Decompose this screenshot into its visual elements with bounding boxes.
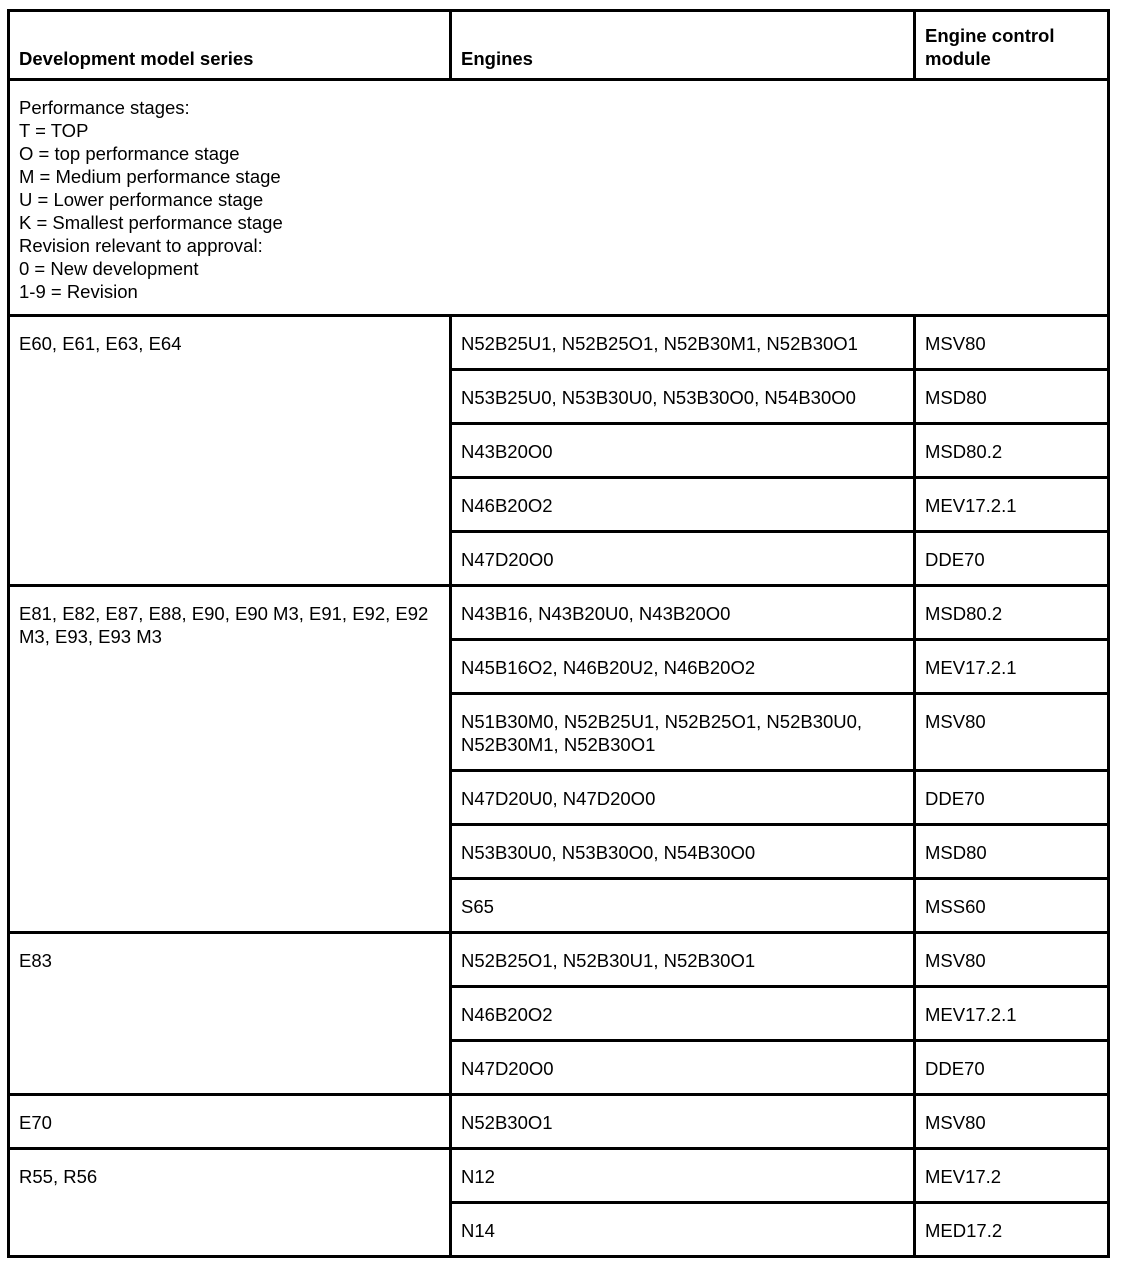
engines-cell: N52B25U1, N52B25O1, N52B30M1, N52B30O1: [451, 316, 915, 370]
legend-line: K = Smallest performance stage: [19, 212, 283, 233]
ecm-cell: MEV17.2.1: [915, 640, 1109, 694]
ecm-cell: DDE70: [915, 771, 1109, 825]
ecm-cell: MEV17.2.1: [915, 987, 1109, 1041]
ecm-cell: MSV80: [915, 1095, 1109, 1149]
table-row: [9, 1149, 1109, 1203]
legend-line: M = Medium performance stage: [19, 166, 281, 187]
header-ecm: Engine control module: [915, 11, 1109, 80]
legend-line: Revision relevant to approval:: [19, 235, 263, 256]
series-cell: E60, E61, E63, E64: [9, 316, 451, 586]
engine-control-module-table: [7, 9, 1110, 1258]
ecm-cell: MSD80.2: [915, 424, 1109, 478]
engines-cell: N52B25O1, N52B30U1, N52B30O1: [451, 933, 915, 987]
legend-line: Performance stages:: [19, 97, 190, 118]
ecm-cell: MSS60: [915, 879, 1109, 933]
engines-cell: N53B25U0, N53B30U0, N53B30O0, N54B30O0: [451, 370, 915, 424]
ecm-cell: MSD80: [915, 825, 1109, 879]
ecm-cell: MSD80.2: [915, 586, 1109, 640]
legend-line: 1-9 = Revision: [19, 281, 138, 302]
engines-cell: N52B30O1: [451, 1095, 915, 1149]
series-cell: E70: [9, 1095, 451, 1149]
engines-cell: N46B20O2: [451, 987, 915, 1041]
legend-line: T = TOP: [19, 120, 89, 141]
ecm-cell: MSV80: [915, 694, 1109, 771]
header-engines: Engines: [451, 11, 915, 80]
table-row: [9, 933, 1109, 987]
engines-cell: N51B30M0, N52B25U1, N52B25O1, N52B30U0, N52B30M1, N52B30O1: [451, 694, 915, 771]
engines-cell: N53B30U0, N53B30O0, N54B30O0: [451, 825, 915, 879]
legend-line: U = Lower performance stage: [19, 189, 264, 210]
engines-cell: N47D20O0: [451, 532, 915, 586]
legend-cell: [9, 80, 1109, 316]
ecm-cell: MSD80: [915, 370, 1109, 424]
legend-line: 0 = New development: [19, 258, 199, 279]
legend-line: O = top performance stage: [19, 143, 240, 164]
table-row: [9, 316, 1109, 370]
ecm-cell: MEV17.2: [915, 1149, 1109, 1203]
engines-cell: N12: [451, 1149, 915, 1203]
header-row: [9, 11, 1109, 80]
ecm-cell: MED17.2: [915, 1203, 1109, 1257]
series-cell: E81, E82, E87, E88, E90, E90 M3, E91, E92, E92 M3, E93, E93 M3: [9, 586, 451, 933]
engines-cell: N47D20U0, N47D20O0: [451, 771, 915, 825]
legend-row: [9, 80, 1109, 316]
engines-cell: N46B20O2: [451, 478, 915, 532]
ecm-cell: DDE70: [915, 1041, 1109, 1095]
engines-cell: N45B16O2, N46B20U2, N46B20O2: [451, 640, 915, 694]
table-row: [9, 586, 1109, 640]
ecm-cell: MSV80: [915, 933, 1109, 987]
header-series: Development model series: [9, 11, 451, 80]
engines-cell: N47D20O0: [451, 1041, 915, 1095]
ecm-cell: DDE70: [915, 532, 1109, 586]
engines-cell: N43B16, N43B20U0, N43B20O0: [451, 586, 915, 640]
table-row: [9, 1095, 1109, 1149]
ecm-cell: MSV80: [915, 316, 1109, 370]
ecm-cell: MEV17.2.1: [915, 478, 1109, 532]
engines-cell: S65: [451, 879, 915, 933]
series-cell: E83: [9, 933, 451, 1095]
engines-cell: N14: [451, 1203, 915, 1257]
series-cell: R55, R56: [9, 1149, 451, 1257]
engines-cell: N43B20O0: [451, 424, 915, 478]
